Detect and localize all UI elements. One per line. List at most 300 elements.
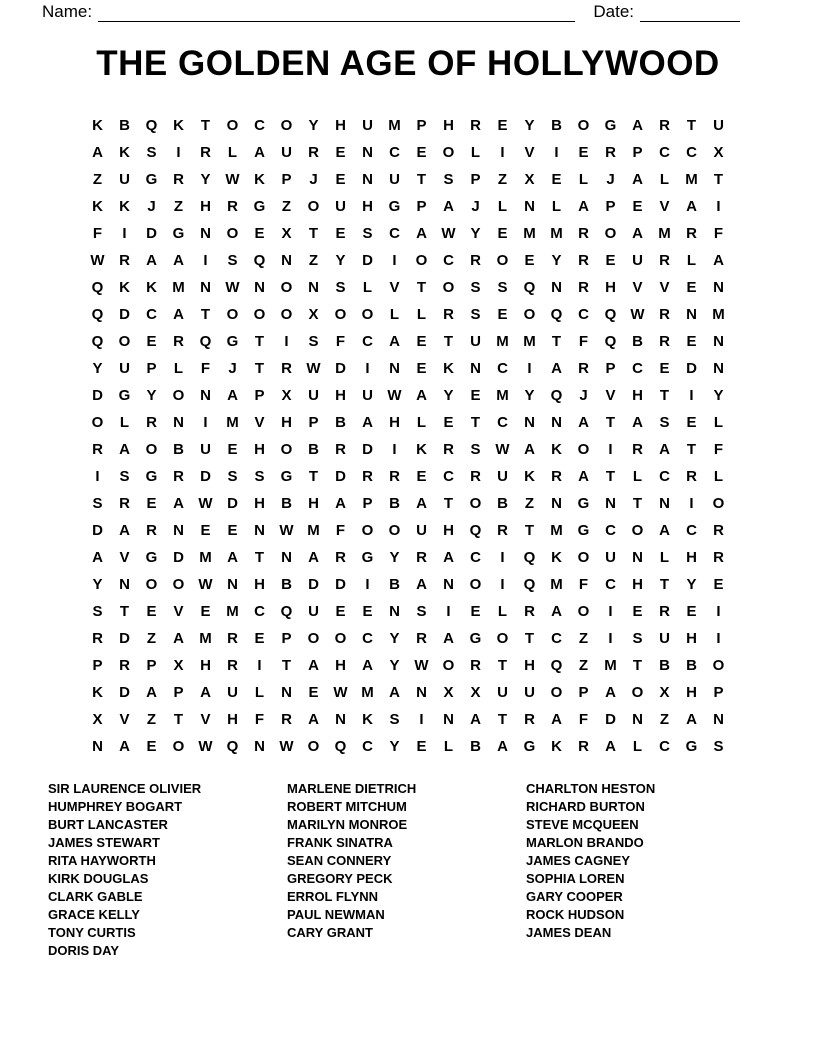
grid-cell-r3-c13: T	[416, 171, 427, 188]
grid-cell-r8-c17: O	[523, 306, 536, 323]
grid-cell-r22-c14: X	[443, 684, 454, 701]
grid-cell-r9-c5: Q	[199, 333, 212, 350]
grid-cell-r7-c6: W	[225, 279, 240, 296]
grid-cell-r12-c15: T	[470, 414, 481, 431]
grid-cell-r10-c18: A	[551, 360, 562, 377]
grid-cell-r2-c6: L	[227, 144, 238, 161]
grid-cell-r4-c13: P	[416, 198, 427, 215]
grid-cell-r8-c13: L	[416, 306, 427, 323]
grid-cell-r22-c19: P	[578, 684, 589, 701]
grid-cell-r8-c19: C	[578, 306, 589, 323]
grid-cell-r18-c7: H	[254, 576, 265, 593]
grid-cell-r4-c1: K	[92, 198, 103, 215]
grid-cell-r19-c13: S	[416, 603, 427, 620]
grid-cell-r4-c12: G	[388, 198, 401, 215]
grid-cell-r1-c18: B	[551, 117, 562, 134]
grid-cell-r15-c21: T	[632, 495, 643, 512]
grid-cell-r4-c9: O	[307, 198, 320, 215]
grid-cell-r22-c8: N	[281, 684, 292, 701]
grid-cell-r9-c16: M	[496, 333, 509, 350]
grid-cell-r7-c13: T	[416, 279, 427, 296]
grid-cell-r12-c19: A	[578, 414, 589, 431]
word-list	[48, 780, 776, 960]
grid-cell-r17-c6: A	[227, 549, 238, 566]
grid-cell-r20-c5: M	[199, 630, 212, 647]
grid-cell-r17-c8: N	[281, 549, 292, 566]
grid-cell-r21-c1: P	[92, 657, 103, 674]
grid-cell-r1-c19: O	[577, 117, 590, 134]
grid-cell-r15-c19: G	[577, 495, 590, 512]
grid-cell-r6-c23: L	[686, 252, 697, 269]
grid-cell-r12-c13: L	[416, 414, 427, 431]
grid-cell-r7-c22: V	[659, 279, 670, 296]
grid-cell-r17-c24: R	[713, 549, 724, 566]
grid-cell-r19-c7: C	[254, 603, 265, 620]
grid-cell-r24-c13: E	[416, 738, 427, 755]
grid-cell-r17-c1: A	[92, 549, 103, 566]
grid-cell-r13-c19: O	[577, 441, 590, 458]
grid-cell-r8-c6: O	[226, 306, 239, 323]
grid-cell-r14-c24: L	[713, 468, 724, 485]
grid-cell-r15-c10: A	[335, 495, 346, 512]
grid-cell-r12-c12: H	[389, 414, 400, 431]
grid-cell-r8-c3: C	[146, 306, 157, 323]
grid-cell-r22-c9: E	[308, 684, 319, 701]
grid-cell-r7-c3: K	[146, 279, 157, 296]
grid-cell-r17-c23: H	[686, 549, 697, 566]
grid-cell-r24-c1: N	[92, 738, 103, 755]
grid-cell-r6-c18: Y	[551, 252, 562, 269]
grid-cell-r23-c12: S	[389, 711, 400, 728]
grid-cell-r23-c14: N	[443, 711, 454, 728]
grid-cell-r16-c4: N	[173, 522, 184, 539]
grid-cell-r6-c16: O	[496, 252, 509, 269]
grid-cell-r4-c14: A	[443, 198, 454, 215]
grid-cell-r4-c18: L	[551, 198, 562, 215]
grid-cell-r8-c23: N	[686, 306, 697, 323]
grid-cell-r23-c13: I	[419, 711, 424, 728]
grid-cell-r11-c5: N	[200, 387, 211, 404]
grid-cell-r16-c12: O	[388, 522, 401, 539]
grid-cell-r17-c3: G	[145, 549, 158, 566]
grid-cell-r19-c2: T	[119, 603, 130, 620]
grid-cell-r10-c3: P	[146, 360, 157, 377]
grid-cell-r16-c24: R	[713, 522, 724, 539]
grid-cell-r6-c10: Y	[335, 252, 346, 269]
grid-cell-r15-c18: N	[551, 495, 562, 512]
grid-cell-r1-c20: G	[604, 117, 617, 134]
grid-cell-r11-c14: Y	[443, 387, 454, 404]
grid-cell-r4-c17: N	[524, 198, 535, 215]
grid-cell-r5-c18: M	[550, 225, 563, 242]
grid-cell-r19-c11: E	[362, 603, 373, 620]
grid-cell-r20-c4: A	[173, 630, 184, 647]
grid-cell-r7-c7: N	[254, 279, 265, 296]
grid-cell-r3-c17: X	[524, 171, 535, 188]
grid-cell-r16-c22: A	[659, 522, 670, 539]
name-label: Name:	[42, 2, 93, 21]
grid-cell-r9-c13: E	[416, 333, 427, 350]
grid-cell-r16-c2: A	[119, 522, 130, 539]
grid-cell-r21-c5: H	[200, 657, 211, 674]
grid-cell-r15-c16: B	[497, 495, 508, 512]
grid-cell-r8-c2: D	[119, 306, 130, 323]
grid-cell-r21-c8: T	[281, 657, 292, 674]
grid-cell-r9-c20: Q	[604, 333, 617, 350]
grid-cell-r19-c15: E	[470, 603, 481, 620]
grid-cell-r10-c10: D	[335, 360, 346, 377]
grid-cell-r11-c20: V	[605, 387, 616, 404]
grid-cell-r2-c11: N	[362, 144, 373, 161]
grid-cell-r20-c18: C	[551, 630, 562, 647]
grid-cell-r6-c11: D	[362, 252, 373, 269]
grid-cell-r21-c24: O	[712, 657, 725, 674]
grid-cell-r18-c2: N	[119, 576, 130, 593]
grid-cell-r6-c17: E	[524, 252, 535, 269]
grid-cell-r18-c12: B	[389, 576, 400, 593]
grid-cell-r19-c24: I	[716, 603, 721, 620]
grid-cell-r14-c1: I	[95, 468, 100, 485]
grid-cell-r11-c1: D	[92, 387, 103, 404]
grid-cell-r24-c10: Q	[334, 738, 347, 755]
grid-cell-r9-c9: S	[308, 333, 319, 350]
grid-cell-r17-c7: T	[254, 549, 265, 566]
grid-cell-r10-c15: N	[470, 360, 481, 377]
grid-cell-r8-c7: O	[253, 306, 266, 323]
grid-cell-r21-c11: A	[362, 657, 373, 674]
grid-cell-r22-c24: P	[713, 684, 724, 701]
grid-cell-r15-c8: B	[281, 495, 292, 512]
grid-cell-r5-c14: W	[441, 225, 456, 242]
word-list-item: ROCK HUDSON	[526, 907, 625, 922]
grid-cell-r18-c21: H	[632, 576, 643, 593]
grid-cell-r18-c16: I	[500, 576, 505, 593]
grid-cell-r17-c18: K	[551, 549, 562, 566]
grid-cell-r5-c8: X	[281, 225, 292, 242]
grid-cell-r16-c5: E	[200, 522, 211, 539]
grid-cell-r2-c7: A	[254, 144, 265, 161]
grid-cell-r3-c14: S	[443, 171, 454, 188]
grid-cell-r3-c23: M	[685, 171, 698, 188]
word-list-item: HUMPHREY BOGART	[48, 799, 183, 814]
grid-cell-r23-c6: H	[227, 711, 238, 728]
grid-cell-r1-c11: U	[362, 117, 373, 134]
grid-cell-r1-c22: R	[659, 117, 670, 134]
grid-cell-r6-c13: O	[415, 252, 428, 269]
grid-cell-r17-c10: R	[335, 549, 346, 566]
grid-cell-r23-c17: R	[524, 711, 535, 728]
word-list-column-3	[526, 780, 765, 960]
grid-cell-r6-c21: U	[632, 252, 643, 269]
grid-cell-r19-c9: U	[308, 603, 319, 620]
grid-cell-r12-c18: N	[551, 414, 562, 431]
grid-cell-r9-c23: E	[686, 333, 697, 350]
grid-cell-r11-c24: Y	[713, 387, 724, 404]
grid-cell-r23-c22: Z	[659, 711, 670, 728]
grid-cell-r20-c19: Z	[578, 630, 589, 647]
grid-cell-r9-c12: A	[389, 333, 400, 350]
word-list-item: CHARLTON HESTON	[526, 781, 656, 796]
grid-cell-r6-c7: Q	[253, 252, 266, 269]
grid-cell-r14-c18: R	[551, 468, 562, 485]
grid-cell-r18-c11: I	[365, 576, 370, 593]
grid-cell-r21-c10: H	[335, 657, 346, 674]
grid-cell-r15-c6: D	[227, 495, 238, 512]
grid-cell-r6-c22: R	[659, 252, 670, 269]
grid-cell-r17-c5: M	[199, 549, 212, 566]
grid-cell-r6-c12: I	[392, 252, 397, 269]
grid-cell-r19-c4: V	[173, 603, 184, 620]
grid-cell-r10-c5: F	[200, 360, 211, 377]
grid-cell-r16-c3: R	[146, 522, 157, 539]
grid-cell-r11-c17: Y	[524, 387, 535, 404]
grid-cell-r1-c13: P	[416, 117, 427, 134]
word-list-item: TONY CURTIS	[48, 925, 136, 940]
grid-cell-r19-c14: I	[446, 603, 451, 620]
grid-cell-r10-c19: R	[578, 360, 589, 377]
grid-cell-r13-c9: B	[308, 441, 319, 458]
grid-cell-r6-c6: S	[227, 252, 238, 269]
grid-cell-r22-c12: A	[389, 684, 400, 701]
grid-cell-r6-c2: R	[119, 252, 130, 269]
grid-cell-r4-c11: H	[362, 198, 373, 215]
grid-cell-r2-c4: I	[176, 144, 181, 161]
grid-cell-r11-c23: I	[689, 387, 694, 404]
grid-cell-r3-c15: P	[470, 171, 481, 188]
grid-cell-r1-c16: E	[497, 117, 508, 134]
grid-cell-r19-c20: I	[608, 603, 613, 620]
grid-cell-r14-c16: U	[497, 468, 508, 485]
grid-cell-r5-c9: T	[308, 225, 319, 242]
grid-cell-r2-c22: C	[659, 144, 670, 161]
grid-cell-r23-c18: A	[551, 711, 562, 728]
grid-cell-r11-c7: P	[254, 387, 265, 404]
grid-cell-r16-c20: C	[605, 522, 616, 539]
date-blank-line	[640, 4, 740, 22]
grid-cell-r24-c15: B	[470, 738, 481, 755]
grid-cell-r19-c23: E	[686, 603, 697, 620]
grid-cell-r19-c21: E	[632, 603, 643, 620]
grid-cell-r11-c21: H	[632, 387, 643, 404]
grid-cell-r22-c15: X	[470, 684, 481, 701]
grid-cell-r12-c17: N	[524, 414, 535, 431]
grid-cell-r3-c7: K	[254, 171, 265, 188]
grid-cell-r18-c13: A	[416, 576, 427, 593]
grid-cell-r22-c22: X	[659, 684, 670, 701]
grid-cell-r12-c5: I	[203, 414, 208, 431]
grid-cell-r9-c15: U	[470, 333, 481, 350]
grid-cell-r11-c6: A	[227, 387, 238, 404]
grid-cell-r15-c22: N	[659, 495, 670, 512]
grid-cell-r17-c12: Y	[389, 549, 400, 566]
grid-cell-r22-c6: U	[227, 684, 238, 701]
grid-cell-r9-c6: G	[226, 333, 239, 350]
grid-cell-r1-c1: K	[92, 117, 103, 134]
grid-cell-r22-c18: O	[550, 684, 563, 701]
grid-cell-r7-c20: H	[605, 279, 616, 296]
grid-cell-r5-c3: D	[146, 225, 157, 242]
grid-cell-r16-c21: O	[631, 522, 644, 539]
grid-cell-r12-c20: T	[605, 414, 616, 431]
grid-cell-r2-c24: X	[713, 144, 724, 161]
grid-cell-r4-c2: K	[119, 198, 130, 215]
grid-cell-r24-c3: E	[146, 738, 157, 755]
grid-cell-r16-c10: F	[335, 522, 346, 539]
grid-cell-r16-c18: M	[550, 522, 563, 539]
grid-cell-r18-c1: Y	[92, 576, 103, 593]
grid-cell-r5-c15: Y	[470, 225, 481, 242]
grid-cell-r1-c3: Q	[145, 117, 158, 134]
grid-cell-r8-c16: E	[497, 306, 508, 323]
grid-cell-r7-c12: V	[389, 279, 400, 296]
grid-cell-r6-c9: Z	[308, 252, 319, 269]
grid-cell-r24-c2: A	[119, 738, 130, 755]
grid-cell-r15-c14: T	[443, 495, 454, 512]
grid-cell-r1-c15: R	[470, 117, 481, 134]
grid-cell-r24-c9: O	[307, 738, 320, 755]
grid-cell-r15-c7: H	[254, 495, 265, 512]
grid-cell-r8-c21: W	[630, 306, 645, 323]
grid-cell-r11-c18: Q	[550, 387, 563, 404]
grid-cell-r11-c10: H	[335, 387, 346, 404]
grid-cell-r20-c16: O	[496, 630, 509, 647]
grid-cell-r16-c23: C	[686, 522, 697, 539]
grid-cell-r3-c11: N	[362, 171, 373, 188]
grid-cell-r13-c22: A	[659, 441, 670, 458]
grid-cell-r7-c21: V	[632, 279, 643, 296]
grid-cell-r13-c13: K	[416, 441, 427, 458]
grid-cell-r8-c14: R	[443, 306, 454, 323]
grid-cell-r18-c20: C	[605, 576, 616, 593]
word-list-item: ERROL FLYNN	[287, 889, 379, 904]
grid-cell-r10-c13: E	[416, 360, 427, 377]
grid-cell-r22-c7: L	[254, 684, 265, 701]
grid-cell-r5-c19: R	[578, 225, 589, 242]
grid-cell-r2-c13: E	[416, 144, 427, 161]
grid-cell-r21-c21: T	[632, 657, 643, 674]
grid-cell-r21-c17: H	[524, 657, 535, 674]
word-list-item: PAUL NEWMAN	[287, 907, 385, 922]
word-list-item: SOPHIA LOREN	[526, 871, 625, 886]
grid-cell-r14-c4: R	[173, 468, 184, 485]
grid-cell-r6-c5: I	[203, 252, 208, 269]
grid-cell-r15-c11: P	[362, 495, 373, 512]
word-list-item: MARILYN MONROE	[287, 817, 408, 832]
word-list-item: RITA HAYWORTH	[48, 853, 156, 868]
grid-cell-r8-c8: O	[280, 306, 293, 323]
grid-cell-r13-c16: W	[495, 441, 510, 458]
grid-cell-r5-c17: M	[523, 225, 536, 242]
word-list-item: SIR LAURENCE OLIVIER	[48, 781, 202, 796]
grid-cell-r10-c21: C	[632, 360, 643, 377]
grid-cell-r14-c6: S	[227, 468, 238, 485]
grid-cell-r7-c2: K	[119, 279, 130, 296]
grid-cell-r10-c17: I	[527, 360, 532, 377]
grid-cell-r13-c8: O	[280, 441, 293, 458]
grid-cell-r12-c4: N	[173, 414, 184, 431]
grid-cell-r12-c3: R	[146, 414, 157, 431]
grid-cell-r12-c11: A	[362, 414, 373, 431]
grid-cell-r10-c6: J	[228, 360, 237, 377]
grid-cell-r7-c23: E	[686, 279, 697, 296]
grid-cell-r10-c9: W	[306, 360, 321, 377]
grid-cell-r15-c2: R	[119, 495, 130, 512]
grid-cell-r1-c12: M	[388, 117, 401, 134]
word-list-item: RICHARD BURTON	[526, 799, 645, 814]
grid-cell-r1-c21: A	[632, 117, 643, 134]
grid-cell-r20-c24: I	[716, 630, 721, 647]
grid-cell-r17-c11: G	[361, 549, 374, 566]
grid-cell-r3-c10: E	[335, 171, 346, 188]
grid-cell-r6-c8: N	[281, 252, 292, 269]
grid-cell-r9-c22: R	[659, 333, 670, 350]
grid-cell-r15-c12: B	[389, 495, 400, 512]
grid-cell-r9-c18: T	[551, 333, 562, 350]
grid-cell-r17-c9: A	[308, 549, 319, 566]
grid-cell-r14-c19: A	[578, 468, 589, 485]
grid-cell-r8-c1: Q	[91, 306, 104, 323]
word-list-item: MARLON BRANDO	[526, 835, 644, 850]
grid-cell-r9-c10: F	[335, 333, 346, 350]
grid-cell-r5-c23: R	[686, 225, 697, 242]
grid-cell-r14-c14: C	[443, 468, 454, 485]
grid-cell-r8-c20: Q	[604, 306, 617, 323]
word-list-item: CARY GRANT	[287, 925, 373, 940]
grid-cell-r1-c6: O	[226, 117, 239, 134]
grid-cell-r5-c6: O	[226, 225, 239, 242]
grid-cell-r7-c17: Q	[523, 279, 536, 296]
grid-cell-r5-c10: E	[335, 225, 346, 242]
word-list-item: JAMES STEWART	[48, 835, 160, 850]
grid-cell-r12-c14: E	[443, 414, 454, 431]
grid-cell-r7-c24: N	[713, 279, 724, 296]
grid-cell-r21-c16: T	[497, 657, 508, 674]
grid-cell-r2-c19: E	[578, 144, 589, 161]
grid-cell-r13-c14: R	[443, 441, 454, 458]
grid-cell-r11-c11: U	[362, 387, 373, 404]
grid-cell-r7-c11: L	[362, 279, 373, 296]
grid-cell-r19-c1: S	[92, 603, 103, 620]
grid-cell-r5-c24: F	[713, 225, 724, 242]
grid-cell-r10-c11: I	[365, 360, 370, 377]
grid-cell-r1-c4: K	[173, 117, 184, 134]
grid-cell-r8-c15: S	[470, 306, 481, 323]
grid-cell-r22-c21: O	[631, 684, 644, 701]
grid-cell-r24-c21: L	[632, 738, 643, 755]
grid-cell-r20-c21: S	[632, 630, 643, 647]
header-row	[42, 2, 740, 22]
grid-cell-r24-c18: K	[551, 738, 562, 755]
grid-cell-r10-c16: C	[497, 360, 508, 377]
grid-cell-r7-c4: M	[172, 279, 185, 296]
grid-cell-r2-c23: C	[686, 144, 697, 161]
grid-cell-r20-c13: R	[416, 630, 427, 647]
grid-cell-r3-c4: R	[173, 171, 184, 188]
grid-cell-r14-c8: G	[280, 468, 293, 485]
grid-cell-r13-c4: B	[173, 441, 184, 458]
grid-cell-r14-c15: R	[470, 468, 481, 485]
grid-cell-r23-c19: F	[578, 711, 589, 728]
grid-cell-r17-c20: U	[605, 549, 616, 566]
grid-cell-r24-c24: S	[713, 738, 724, 755]
grid-cell-r14-c13: E	[416, 468, 427, 485]
grid-cell-r14-c3: G	[145, 468, 158, 485]
grid-cell-r5-c21: A	[632, 225, 643, 242]
grid-cell-r1-c24: U	[713, 117, 724, 134]
grid-cell-r13-c7: H	[254, 441, 265, 458]
grid-cell-r20-c12: Y	[389, 630, 400, 647]
grid-cell-r24-c12: Y	[389, 738, 400, 755]
